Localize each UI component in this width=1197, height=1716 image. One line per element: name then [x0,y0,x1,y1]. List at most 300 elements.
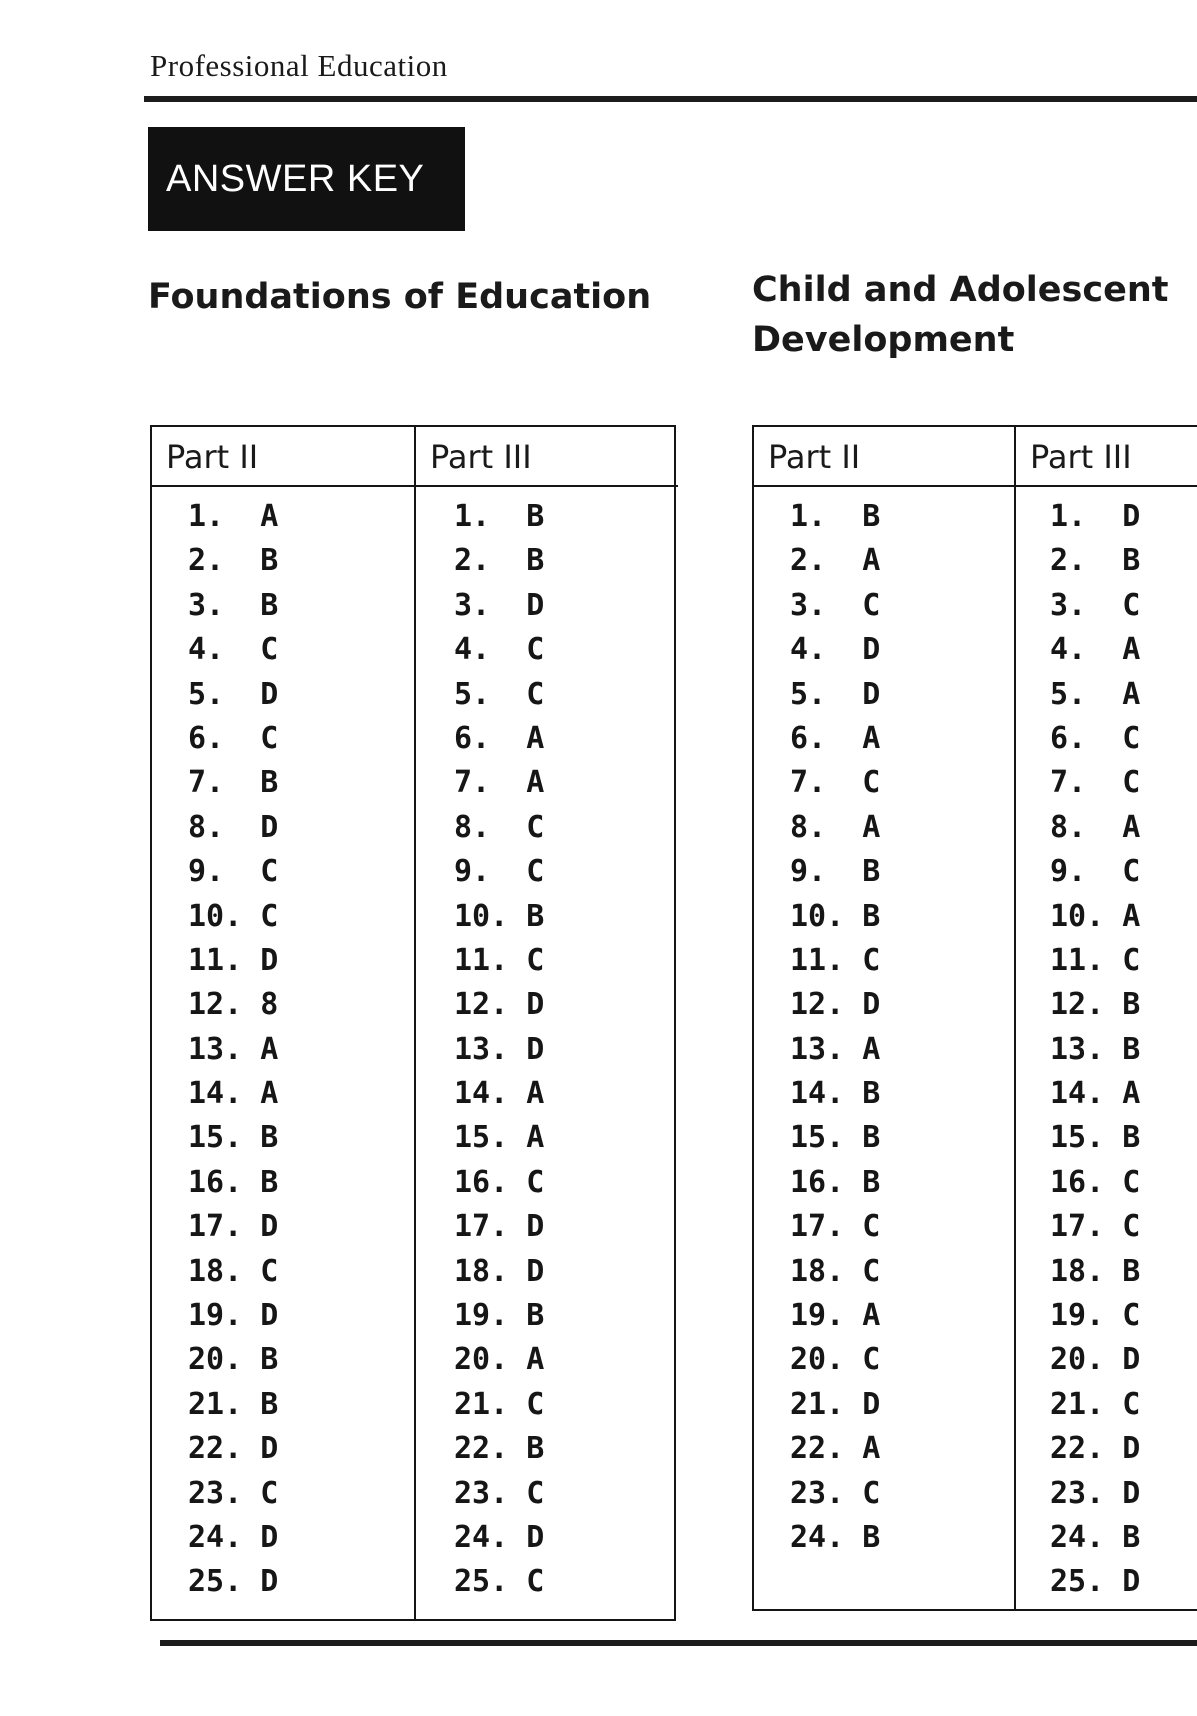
answer-letter: D [260,1298,279,1334]
answer-row [1050,1294,1197,1338]
answer-number: 25. [1050,1564,1105,1600]
answer-letter: B [862,1120,881,1156]
answer-row [790,939,1014,983]
answer-letter: B [260,1120,279,1156]
answer-number: 22. [454,1431,509,1467]
answer-letter: C [1122,1164,1141,1200]
column-part-ii [152,427,414,1619]
answer-row [790,495,1014,539]
answer-row [790,1161,1014,1205]
answer-number: 23. [1050,1475,1105,1511]
answer-letter: D [862,676,881,712]
answer-number: 23. [454,1475,509,1511]
answer-letter: B [526,1431,545,1467]
answer-letter: C [526,1164,545,1200]
answer-letter: C [1122,720,1141,756]
footer-rule [160,1640,1197,1646]
answer-row [188,584,414,628]
answer-number: 12. [1050,987,1105,1023]
answer-letter: C [260,898,279,934]
answer-row [790,1427,1014,1471]
answer-row [790,1383,1014,1427]
answer-row [454,806,678,850]
answer-row [454,1427,678,1471]
answer-letter: D [526,1209,545,1245]
answer-letter: B [1122,987,1141,1023]
answer-number: 9. [790,854,827,890]
answer-number: 18. [1050,1253,1105,1289]
column-header: Part III [416,427,678,487]
answer-number: 9. [1050,854,1087,890]
answer-row [188,939,414,983]
answer-letter: A [1122,809,1141,845]
answer-row [1050,628,1197,672]
answer-number: 13. [454,1031,509,1067]
answer-letter: C [1122,765,1141,801]
answer-number: 24. [790,1519,845,1555]
answer-letter: B [862,499,881,534]
answer-letter: A [526,1120,545,1156]
answer-number: 25. [188,1564,243,1600]
answer-letter: A [526,1342,545,1378]
answer-number: 1. [454,499,491,534]
answer-row [188,628,414,672]
answer-row [790,717,1014,761]
answer-letter: B [862,1519,881,1555]
answer-row [454,673,678,717]
answer-letter: A [526,1076,545,1112]
answer-letter: B [1122,543,1141,579]
answer-letter: B [260,543,279,579]
answer-row [1050,1028,1197,1072]
answer-number: 19. [790,1298,845,1334]
answer-row [188,806,414,850]
column-part-ii [754,427,1014,1609]
answer-number: 18. [790,1253,845,1289]
answer-letter: C [862,1209,881,1245]
answer-row [1050,1205,1197,1249]
answer-letter: B [862,1164,881,1200]
answer-letter: C [862,1253,881,1289]
answer-number: 14. [188,1076,243,1112]
answer-letter: C [1122,942,1141,978]
answer-letter: D [862,632,881,668]
column-header: Part III [1016,427,1197,487]
answer-letter: C [526,809,545,845]
answer-letter: B [862,854,881,890]
answer-number: 18. [454,1253,509,1289]
answer-letter: C [526,1564,545,1600]
answer-number: 2. [188,543,225,579]
answer-row [188,717,414,761]
answer-number: 8. [790,809,827,845]
answer-number: 8. [454,809,491,845]
answer-row [188,1161,414,1205]
answer-letter: B [1122,1120,1141,1156]
answer-number: 14. [790,1076,845,1112]
answer-letter: C [260,720,279,756]
answer-row [188,495,414,539]
answer-number: 23. [790,1475,845,1511]
answer-number: 22. [1050,1431,1105,1467]
answer-row [790,1338,1014,1382]
answer-number: 21. [454,1386,509,1422]
column-header: Part II [152,427,414,487]
answer-letter: D [526,987,545,1023]
answer-letter: C [1122,1386,1141,1422]
answer-letter: C [260,632,279,668]
answer-row [790,628,1014,672]
answer-number: 14. [1050,1076,1105,1112]
answer-row [790,1516,1014,1560]
answer-row [790,584,1014,628]
answer-key-badge: ANSWER KEY [148,127,465,231]
answer-row [454,1383,678,1427]
running-head: Professional Education [150,48,448,83]
answer-letter: C [862,1342,881,1378]
answer-row [188,539,414,583]
answer-row [188,1427,414,1471]
answer-row [1050,717,1197,761]
answer-number: 8. [1050,809,1087,845]
answer-letter: D [1122,1342,1141,1378]
answer-row [790,895,1014,939]
answer-letter: C [526,1386,545,1422]
answer-number: 8. [188,809,225,845]
answer-row [790,1205,1014,1249]
answer-table-foundations [150,425,676,1621]
answer-number: 16. [454,1164,509,1200]
answer-number: 17. [790,1209,845,1245]
answer-number: 12. [188,987,243,1023]
answer-letter: B [862,1076,881,1112]
answer-row [790,1472,1014,1516]
answer-letter: C [526,942,545,978]
answer-row [1050,673,1197,717]
answer-number: 16. [1050,1164,1105,1200]
answer-letter: B [1122,1253,1141,1289]
answer-number: 15. [790,1120,845,1156]
answer-number: 4. [188,632,225,668]
answer-row [454,1116,678,1160]
answer-number: 7. [188,765,225,801]
answer-number: 2. [790,543,827,579]
answer-number: 21. [1050,1386,1105,1422]
answer-row [1050,939,1197,983]
answer-number: 6. [1050,720,1087,756]
answer-letter: D [260,942,279,978]
answer-letter: D [260,676,279,712]
answer-letter: C [260,1253,279,1289]
answer-letter: A [1122,898,1141,934]
answer-number: 11. [1050,942,1105,978]
answer-letter: D [260,1209,279,1245]
answer-letter: B [1122,1519,1141,1555]
answer-letter: C [260,854,279,890]
answer-row [790,1028,1014,1072]
answer-letter: A [526,765,545,801]
answer-row [1050,1338,1197,1382]
answer-number: 14. [454,1076,509,1112]
answer-row [1050,761,1197,805]
answer-number: 10. [188,898,243,934]
answer-letter: C [862,587,881,623]
answer-number: 4. [790,632,827,668]
answer-letter: A [862,720,881,756]
answer-list [754,487,1014,1560]
answer-row [188,983,414,1027]
answer-number: 13. [790,1031,845,1067]
answer-number: 4. [454,632,491,668]
answer-row [790,539,1014,583]
answer-number: 16. [188,1164,243,1200]
answer-number: 22. [790,1431,845,1467]
answer-row [1050,1516,1197,1560]
answer-number: 11. [790,942,845,978]
answer-row [188,1205,414,1249]
answer-letter: C [862,942,881,978]
answer-row [790,983,1014,1027]
answer-letter: C [862,765,881,801]
answer-row [454,761,678,805]
answer-letter: C [1122,587,1141,623]
answer-row [454,939,678,983]
answer-letter: A [260,1076,279,1112]
answer-number: 17. [454,1209,509,1245]
answer-row [1050,539,1197,583]
answer-row [188,1383,414,1427]
answer-number: 9. [454,854,491,890]
answer-row [188,895,414,939]
answer-row [188,1028,414,1072]
answer-number: 10. [1050,898,1105,934]
answer-row [188,1116,414,1160]
header-rule [144,96,1197,102]
answer-letter: C [526,854,545,890]
answer-number: 20. [1050,1342,1105,1378]
answer-row [1050,983,1197,1027]
answer-number: 3. [790,587,827,623]
answer-table-child-adolescent [752,425,1197,1611]
answer-number: 10. [790,898,845,934]
answer-letter: D [1122,1431,1141,1467]
answer-number: 7. [454,765,491,801]
answer-number: 24. [1050,1519,1105,1555]
section-title-child-adolescent: Child and Adolescent Development [752,270,1169,360]
answer-number: 21. [188,1386,243,1422]
answer-row [454,1250,678,1294]
answer-number: 1. [1050,499,1087,534]
answer-number: 12. [790,987,845,1023]
answer-number: 20. [188,1342,243,1378]
answer-letter: B [260,1164,279,1200]
answer-letter: 8 [260,987,279,1023]
answer-number: 17. [188,1209,243,1245]
answer-row [454,1338,678,1382]
answer-number: 19. [1050,1298,1105,1334]
answer-row [790,1116,1014,1160]
answer-number: 21. [790,1386,845,1422]
answer-row [188,1294,414,1338]
answer-row [454,1516,678,1560]
answer-row [454,584,678,628]
answer-letter: B [260,1342,279,1378]
answer-number: 12. [454,987,509,1023]
answer-letter: A [862,1031,881,1067]
answer-letter: D [260,1564,279,1600]
answer-number: 5. [1050,676,1087,712]
answer-number: 5. [454,676,491,712]
column-part-iii [1014,427,1197,1609]
answer-row [454,983,678,1027]
answer-row [454,1161,678,1205]
answer-row [454,895,678,939]
answer-number: 25. [454,1564,509,1600]
answer-row [1050,1116,1197,1160]
answer-row [454,628,678,672]
answer-letter: B [526,543,545,579]
answer-number: 6. [790,720,827,756]
answer-letter: B [526,1298,545,1334]
answer-row [790,761,1014,805]
answer-number: 23. [188,1475,243,1511]
answer-letter: C [1122,1209,1141,1245]
answer-letter: A [1122,632,1141,668]
answer-row [454,539,678,583]
column-header: Part II [754,427,1014,487]
answer-row [790,806,1014,850]
answer-row [790,1294,1014,1338]
answer-number: 1. [790,499,827,534]
answer-number: 5. [188,676,225,712]
answer-row [1050,1383,1197,1427]
answer-letter: B [526,499,545,534]
answer-letter: A [862,1298,881,1334]
answer-letter: C [260,1475,279,1511]
answer-row [188,1072,414,1116]
answer-row [1050,1560,1197,1604]
column-part-iii [414,427,678,1619]
answer-row [1050,850,1197,894]
answer-row [1050,1250,1197,1294]
answer-list [1016,487,1197,1605]
answer-number: 19. [454,1298,509,1334]
answer-letter: C [526,1475,545,1511]
answer-number: 24. [454,1519,509,1555]
answer-number: 13. [188,1031,243,1067]
answer-number: 13. [1050,1031,1105,1067]
answer-row [188,1250,414,1294]
answer-row [188,1516,414,1560]
answer-letter: A [526,720,545,756]
answer-letter: C [1122,1298,1141,1334]
answer-letter: B [260,1386,279,1422]
answer-row [454,1294,678,1338]
answer-letter: C [526,632,545,668]
answer-letter: D [1122,1564,1141,1600]
answer-number: 20. [790,1342,845,1378]
answer-number: 2. [454,543,491,579]
answer-letter: D [526,1253,545,1289]
answer-letter: A [1122,1076,1141,1112]
answer-letter: C [526,676,545,712]
answer-number: 20. [454,1342,509,1378]
answer-row [454,850,678,894]
answer-letter: B [862,898,881,934]
answer-number: 3. [1050,587,1087,623]
answer-number: 16. [790,1164,845,1200]
answer-number: 1. [188,499,225,534]
answer-number: 18. [188,1253,243,1289]
answer-row [188,1472,414,1516]
answer-number: 2. [1050,543,1087,579]
answer-row [454,1205,678,1249]
answer-row [188,1560,414,1604]
answer-letter: D [260,1519,279,1555]
answer-letter: D [862,987,881,1023]
answer-row [454,1560,678,1604]
answer-row [454,1472,678,1516]
answer-number: 22. [188,1431,243,1467]
answer-row [1050,1472,1197,1516]
section-title-foundations: Foundations of Education [148,277,652,317]
answer-row [188,1338,414,1382]
answer-letter: D [526,587,545,623]
answer-row [1050,895,1197,939]
answer-row [454,1072,678,1116]
answer-number: 24. [188,1519,243,1555]
answer-row [454,495,678,539]
answer-row [188,673,414,717]
answer-letter: C [1122,854,1141,890]
answer-number: 7. [790,765,827,801]
answer-row [790,1072,1014,1116]
answer-letter: B [1122,1031,1141,1067]
answer-letter: A [862,1431,881,1467]
answer-number: 11. [454,942,509,978]
answer-letter: D [1122,1475,1141,1511]
answer-letter: A [1122,676,1141,712]
answer-number: 4. [1050,632,1087,668]
answer-letter: D [526,1519,545,1555]
answer-number: 6. [188,720,225,756]
answer-row [1050,495,1197,539]
answer-row [188,761,414,805]
answer-letter: D [260,1431,279,1467]
answer-number: 17. [1050,1209,1105,1245]
answer-number: 15. [188,1120,243,1156]
answer-letter: C [862,1475,881,1511]
answer-letter: A [862,809,881,845]
answer-letter: B [260,765,279,801]
answer-row [790,1250,1014,1294]
answer-number: 7. [1050,765,1087,801]
answer-letter: A [260,499,279,534]
answer-letter: B [260,587,279,623]
answer-letter: D [260,809,279,845]
answer-letter: B [526,898,545,934]
answer-list [416,487,678,1605]
answer-letter: A [862,543,881,579]
answer-row [188,850,414,894]
answer-letter: D [1122,499,1141,534]
answer-number: 15. [454,1120,509,1156]
answer-letter: A [260,1031,279,1067]
answer-number: 3. [188,587,225,623]
answer-row [1050,1161,1197,1205]
answer-number: 9. [188,854,225,890]
answer-letter: D [526,1031,545,1067]
